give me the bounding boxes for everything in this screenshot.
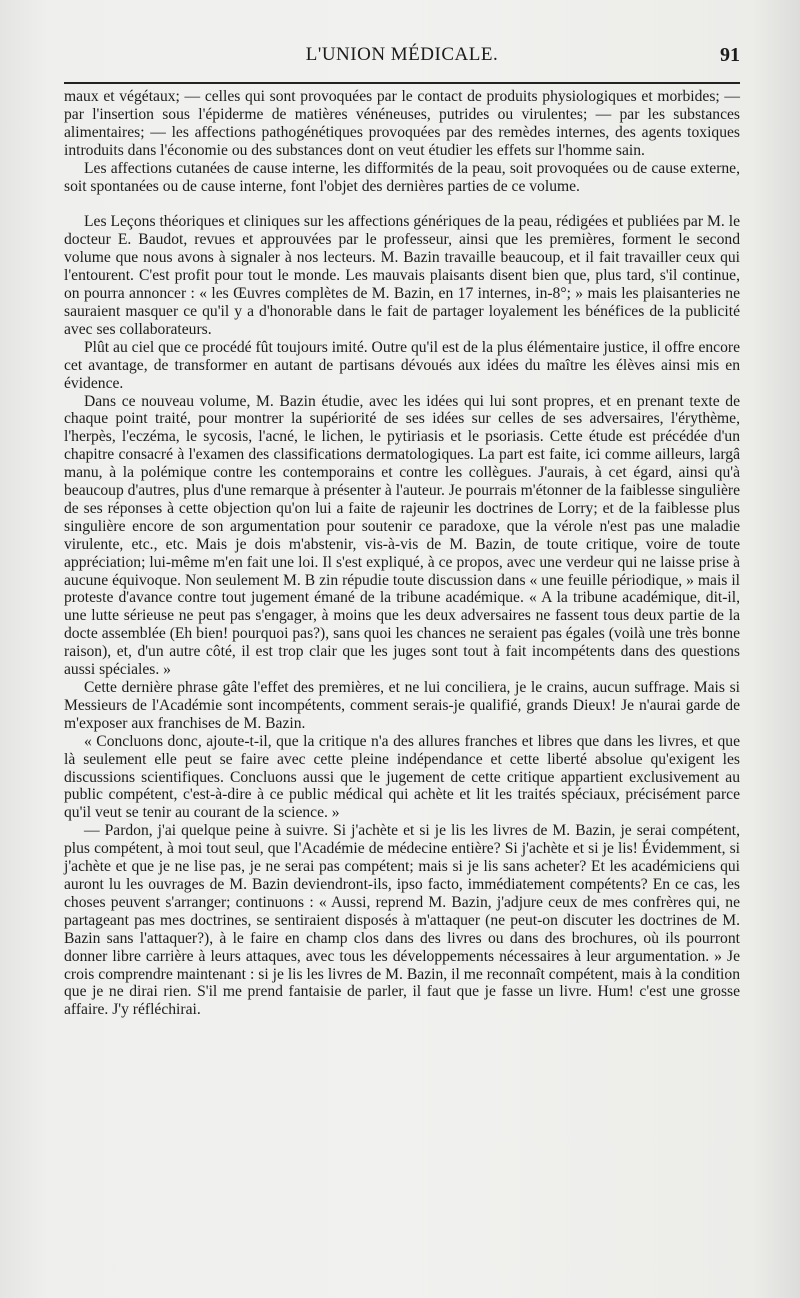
- paragraph: « Concluons donc, ajoute-t-il, que la critique n'a des allures franches et libres que dans les livres, et que là seulement elle peut se faire avec cette pleine indépendance et cette liberté absolue qu'exigent les discussions scientifiques. Concluons aussi que le jugement de cette critique appartient exclusivement au public compétent, c'est-à-dire à ce public médical qui achète et lit les traités spéciaux, précisément parce qu'il veut se tenir au courant de la science. »: [64, 732, 740, 822]
- running-title: L'UNION MÉDICALE.: [305, 44, 499, 65]
- paragraph: Cette dernière phrase gâte l'effet des premières, et ne lui conciliera, je le crains, aucun suffrage. Mais si Messieurs de l'Académie sont incompétents, comment serais-je qualifié, grands Dieux! Je n'aurai garde de m'exposer aux franchises de M. Bazin.: [64, 679, 740, 732]
- paragraph: — Pardon, j'ai quelque peine à suivre. Si j'achète et si je lis les livres de M. Bazin, je serai compétent, plus compétent, à moi tout seul, que l'Académie de médecine entière? Si j'achète et si je lis! Évidemment, si j'achète et que je ne lise pas, je ne serai pas compétent; mais si je lis sans acheter? Et les académiciens qui auront lu les ouvrages de M. Bazin deviendront-ils, ipso facto, immédiatement compétents? En ce cas, les choses peuvent s'arranger; continuons : « Aussi, reprend M. Bazin, j'adjure ceux de mes confrères qui, ne partageant pas mes doctrines, se sentiraient disposés à m'attaquer (ne peut-on discuter les doctrines de M. Bazin sans l'attaquer?), à le faire en champ clos dans des livres ou dans des brochures, où ils pourront donner libre carrière à leurs attaques, avec tous les développements nécessaires à leur argumentation. » Je crois comprendre maintenant : si je lis les livres de M. Bazin, il me reconnaît compétent, mais à la condition que je ne dirai rien. S'il me prend fantaisie de parler, il faut que je fasse un livre. Hum! c'est une grosse affaire. J'y réfléchirai.: [64, 822, 740, 1019]
- header-rule: [64, 82, 740, 84]
- paragraph: maux et végétaux; — celles qui sont provoquées par le contact de produits physiologiques et morbides; — par l'insertion sous l'épiderme de matières vénéneuses, putrides ou virulentes; — par les substances alimentaires; — les affections pathogénétiques provoquées par des remèdes internes, des agents toxiques introduits dans l'économie ou des substances dont on veut étudier les effets sur l'homme sain.: [64, 88, 740, 159]
- body-text: [64, 88, 740, 1019]
- paragraph: Les affections cutanées de cause interne, les difformités de la peau, soit provoquées ou de cause externe, soit spontanées ou de cause interne, font l'objet des dernières parties de ce volume.: [64, 159, 740, 195]
- page-header: [64, 44, 740, 72]
- paragraph: Plût au ciel que ce procédé fût toujours imité. Outre qu'il est de la plus élémentaire justice, il offre encore cet avantage, de transformer en autant de partisans dévoués aux idées du maître les élèves ainsi mis en évidence.: [64, 338, 740, 392]
- paragraph: Les Leçons théoriques et cliniques sur les affections génériques de la peau, rédigées et publiées par M. le docteur E. Baudot, revues et approuvées par le professeur, ainsi que les premières, forment le second volume que nous avons à signaler à nos lecteurs. M. Bazin travaille beaucoup, et il fait travailler ceux qui l'entourent. C'est profit pour tout le monde. Les mauvais plaisants disent bien que, plus tard, s'il continue, on pourra annoncer : « les Œuvres complètes de M. Bazin, en 17 internes, in-8°; » mais les plaisanteries ne sauraient masquer ce qu'il y a d'honorable dans le fait de partager loyalement les bénéfices de la publicité avec ses collaborateurs.: [64, 213, 740, 338]
- page-number: 91: [720, 44, 740, 66]
- paragraph: Dans ce nouveau volume, M. Bazin étudie, avec les idées qui lui sont propres, et en prenant texte de chaque point traité, pour montrer la supériorité de ses idées sur celles de ses adversaires, l'érythème, l'herpès, l'eczéma, le sycosis, l'acné, le lichen, le pytiriasis et le psoriasis. Cette étude est précédée d'un chapitre consacré à l'examen des classifications dermatologiques. La part est faite, ici comme ailleurs, largâ manu, à la polémique contre les contemporains et contre les collègues. J'aurais, à cet égard, ainsi qu'à beaucoup d'autres, plus d'une remarque à présenter à l'auteur. Je pourrais m'étonner de la faiblesse singulière de ses réponses à cette objection qu'on lui a faite de rajeunir les doctrines de Lorry; et de la faiblesse plus singulière encore de son argumentation pour soutenir ce paradoxe, que la vérole n'est pas une maladie virulente, etc., etc. Mais je dois m'abstenir, vis-à-vis de M. Bazin, de toute critique, voire de toute appréciation; lui-même m'en fait une loi. Il s'est expliqué, à ce propos, avec une verdeur qui ne laisse prise à aucune équivoque. Non seulement M. B zin répudie toute discussion dans « une feuille périodique, » mais il proteste d'avance contre tout jugement émané de la tribune académique. « A la tribune académique, dit-il, une lutte sérieuse ne peut pas s'engager, à moins que les deux adversaires ne fassent tous deux partie de la docte assemblée (Eh bien! pourquoi pas?), sans quoi les chances ne seraient pas égales (voilà une très bonne raison), et, d'un autre côté, il est trop clair que les juges sont tout à fait incompétents dans des questions aussi spéciales. »: [64, 392, 740, 679]
